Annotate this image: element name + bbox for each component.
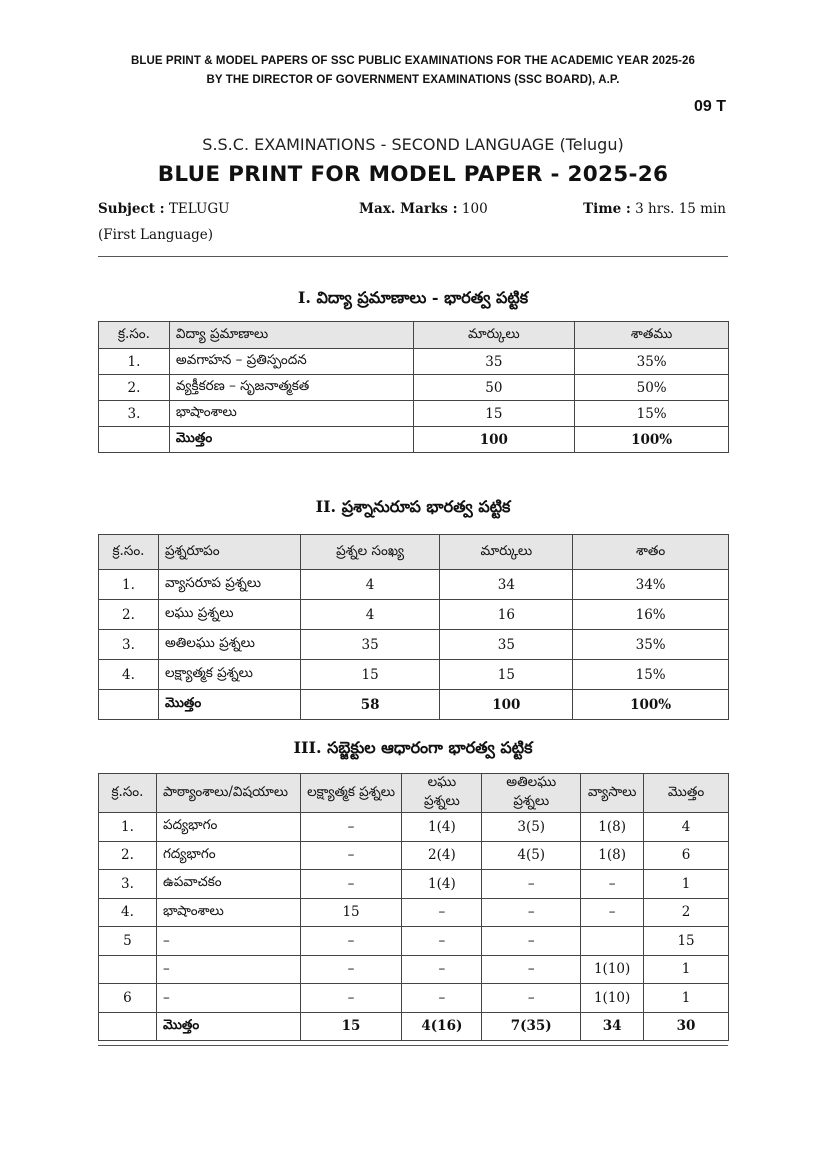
table-cell: 1(10): [581, 984, 644, 1013]
table-row: [99, 375, 729, 401]
table-row: [99, 813, 729, 842]
table-cell: [99, 955, 157, 984]
table-cell: –: [300, 813, 402, 842]
table-cell: 3(5): [482, 813, 581, 842]
table-cell: 15: [644, 927, 729, 956]
table-cell: 1: [644, 870, 729, 899]
table-cell: మొత్తం: [156, 1012, 300, 1041]
table-cell: వ్యాసరూప ప్రశ్నలు: [158, 570, 300, 600]
table-row: [99, 955, 729, 984]
marks-meta: [359, 201, 488, 217]
table-cell: 16: [440, 600, 573, 630]
table-row: [99, 984, 729, 1013]
table-cell: –: [300, 955, 402, 984]
table-cell: –: [581, 898, 644, 927]
table-cell: –: [402, 984, 482, 1013]
table2: [98, 534, 729, 720]
table-row: [99, 660, 729, 690]
column-header: క్ర.సం.: [99, 322, 170, 349]
subject-value: TELUGU: [168, 201, 230, 217]
marks-label: Max. Marks :: [359, 201, 458, 217]
total-row: [99, 1012, 729, 1041]
subject-meta: [98, 201, 230, 217]
header-line-2: BY THE DIRECTOR OF GOVERNMENT EXAMINATIONS (SSC BOARD), A.P.: [206, 74, 620, 86]
table-cell: 1(10): [581, 955, 644, 984]
total-row: [99, 427, 729, 453]
table-cell: –: [482, 955, 581, 984]
table-cell: –: [482, 927, 581, 956]
table-cell: 15: [440, 660, 573, 690]
table-cell: –: [402, 898, 482, 927]
column-header: ప్రశ్నరూపం: [158, 535, 300, 570]
table-row: [99, 841, 729, 870]
divider-top: [98, 256, 728, 257]
table-cell: 15%: [575, 401, 729, 427]
table-cell: 50%: [575, 375, 729, 401]
column-header: క్ర.సం.: [99, 774, 157, 813]
table-row: [99, 349, 729, 375]
table-cell: –: [581, 870, 644, 899]
table-cell: 35: [300, 630, 440, 660]
table-cell: అతిలఘు ప్రశ్నలు: [158, 630, 300, 660]
table-cell: 6: [644, 841, 729, 870]
table-cell: 100%: [573, 690, 729, 720]
table-row: [99, 898, 729, 927]
table-cell: –: [482, 984, 581, 1013]
table-cell: 15: [300, 1012, 402, 1041]
table-cell: [581, 927, 644, 956]
table2-title: II. ప్రశ్నానురూప భారత్వ పట్టిక: [315, 497, 511, 516]
table-cell: –: [300, 984, 402, 1013]
table-cell: –: [402, 927, 482, 956]
table-cell: 1(8): [581, 813, 644, 842]
table-cell: 35: [413, 349, 575, 375]
table-cell: [99, 690, 159, 720]
time-meta: [583, 201, 726, 217]
table-cell: 2.: [99, 375, 170, 401]
subject-label: Subject :: [98, 201, 165, 217]
table-cell: గద్యభాగం: [156, 841, 300, 870]
column-header: శాతము: [575, 322, 729, 349]
column-header: మొత్తం: [644, 774, 729, 813]
column-header: వ్యాసాలు: [581, 774, 644, 813]
table-cell: 2.: [99, 600, 159, 630]
table-cell: 30: [644, 1012, 729, 1041]
table-row: [99, 870, 729, 899]
header-row: [99, 535, 729, 570]
table1-title: I. విద్యా ప్రమాణాలు - భారత్వ పట్టిక: [297, 288, 529, 307]
column-header: మార్కులు: [440, 535, 573, 570]
table-cell: 3.: [99, 401, 170, 427]
table-cell: 2.: [99, 841, 157, 870]
table-cell: –: [156, 984, 300, 1013]
table-cell: పద్యభాగం: [156, 813, 300, 842]
table-cell: 3.: [99, 630, 159, 660]
table-cell: వ్యక్తీకరణ – సృజనాత్మకత: [169, 375, 413, 401]
table-cell: 1(8): [581, 841, 644, 870]
table-cell: 4.: [99, 898, 157, 927]
column-header: లఘు ప్రశ్నలు: [402, 774, 482, 813]
column-header: శాతం: [573, 535, 729, 570]
table-cell: 3.: [99, 870, 157, 899]
table-cell: –: [300, 841, 402, 870]
table-cell: 34%: [573, 570, 729, 600]
table-cell: 2(4): [402, 841, 482, 870]
table-cell: 15: [300, 898, 402, 927]
table-cell: 34: [440, 570, 573, 600]
table-cell: అవగాహన – ప్రతిస్పందన: [169, 349, 413, 375]
marks-value: 100: [461, 201, 488, 217]
table-cell: 15: [413, 401, 575, 427]
column-header: ప్రశ్నల సంఖ్య: [300, 535, 440, 570]
table-cell: మొత్తం: [169, 427, 413, 453]
table1: [98, 321, 729, 453]
table-row: [99, 927, 729, 956]
table-cell: –: [300, 870, 402, 899]
table-row: [99, 570, 729, 600]
table-row: [99, 401, 729, 427]
time-value: 3 hrs. 15 min: [635, 201, 726, 217]
table-cell: –: [156, 955, 300, 984]
header-line-1: BLUE PRINT & MODEL PAPERS OF SSC PUBLIC EXAMINATIONS FOR THE ACADEMIC YEAR 2025-26: [130, 55, 696, 67]
total-row: [99, 690, 729, 720]
column-header: మార్కులు: [413, 322, 575, 349]
table-cell: –: [482, 870, 581, 899]
table-cell: –: [300, 927, 402, 956]
table-cell: 5: [99, 927, 157, 956]
table-cell: 15: [300, 660, 440, 690]
table-cell: 4(5): [482, 841, 581, 870]
table-cell: 35%: [575, 349, 729, 375]
column-header: క్ర.సం.: [99, 535, 159, 570]
table-cell: భాషాంశాలు: [156, 898, 300, 927]
table-row: [99, 600, 729, 630]
table-cell: 15%: [573, 660, 729, 690]
table-cell: 7(35): [482, 1012, 581, 1041]
header-row: [99, 774, 729, 813]
table-cell: 1(4): [402, 870, 482, 899]
table-row: [99, 630, 729, 660]
header-row: [99, 322, 729, 349]
table-cell: 4: [300, 600, 440, 630]
table-cell: మొత్తం: [158, 690, 300, 720]
column-header: పాఠ్యాంశాలు/విషయాలు: [156, 774, 300, 813]
table-cell: 4.: [99, 660, 159, 690]
column-header: విద్యా ప్రమాణాలు: [169, 322, 413, 349]
table-cell: 35: [440, 630, 573, 660]
table-cell: 100: [440, 690, 573, 720]
main-title: BLUE PRINT FOR MODEL PAPER - 2025-26: [157, 162, 669, 187]
paper-code: 09 T: [693, 98, 726, 115]
column-header: అతిలఘు ప్రశ్నలు: [482, 774, 581, 813]
table-cell: 34: [581, 1012, 644, 1041]
first-language-note: (First Language): [98, 227, 214, 243]
table-cell: 1.: [99, 570, 159, 600]
table-cell: [99, 427, 170, 453]
table-cell: 4(16): [402, 1012, 482, 1041]
table3-title: III. సబ్జెక్టుల ఆధారంగా భారత్వ పట్టిక: [293, 738, 533, 757]
table-cell: 1.: [99, 813, 157, 842]
table-cell: 1: [644, 955, 729, 984]
table-cell: 6: [99, 984, 157, 1013]
table-cell: –: [156, 927, 300, 956]
time-label: Time :: [583, 201, 631, 217]
divider-bottom: [98, 1045, 728, 1046]
table3: [98, 773, 729, 1041]
table-cell: 4: [644, 813, 729, 842]
table-cell: 16%: [573, 600, 729, 630]
column-header: లక్ష్యాత్మక ప్రశ్నలు: [300, 774, 402, 813]
table-cell: లఘు ప్రశ్నలు: [158, 600, 300, 630]
table-cell: 100%: [575, 427, 729, 453]
table-cell: 100: [413, 427, 575, 453]
exam-title: S.S.C. EXAMINATIONS - SECOND LANGUAGE (Telugu): [202, 135, 624, 154]
table-cell: భాషాంశాలు: [169, 401, 413, 427]
table-cell: 58: [300, 690, 440, 720]
table-cell: 35%: [573, 630, 729, 660]
document-header: [0, 52, 826, 90]
table-cell: 1(4): [402, 813, 482, 842]
table-cell: లక్ష్యాత్మక ప్రశ్నలు: [158, 660, 300, 690]
table-cell: 2: [644, 898, 729, 927]
table-cell: –: [402, 955, 482, 984]
table-cell: –: [482, 898, 581, 927]
table-cell: [99, 1012, 157, 1041]
table-cell: 1.: [99, 349, 170, 375]
table-cell: 50: [413, 375, 575, 401]
table-cell: 4: [300, 570, 440, 600]
table-cell: 1: [644, 984, 729, 1013]
table-cell: ఉపవాచకం: [156, 870, 300, 899]
